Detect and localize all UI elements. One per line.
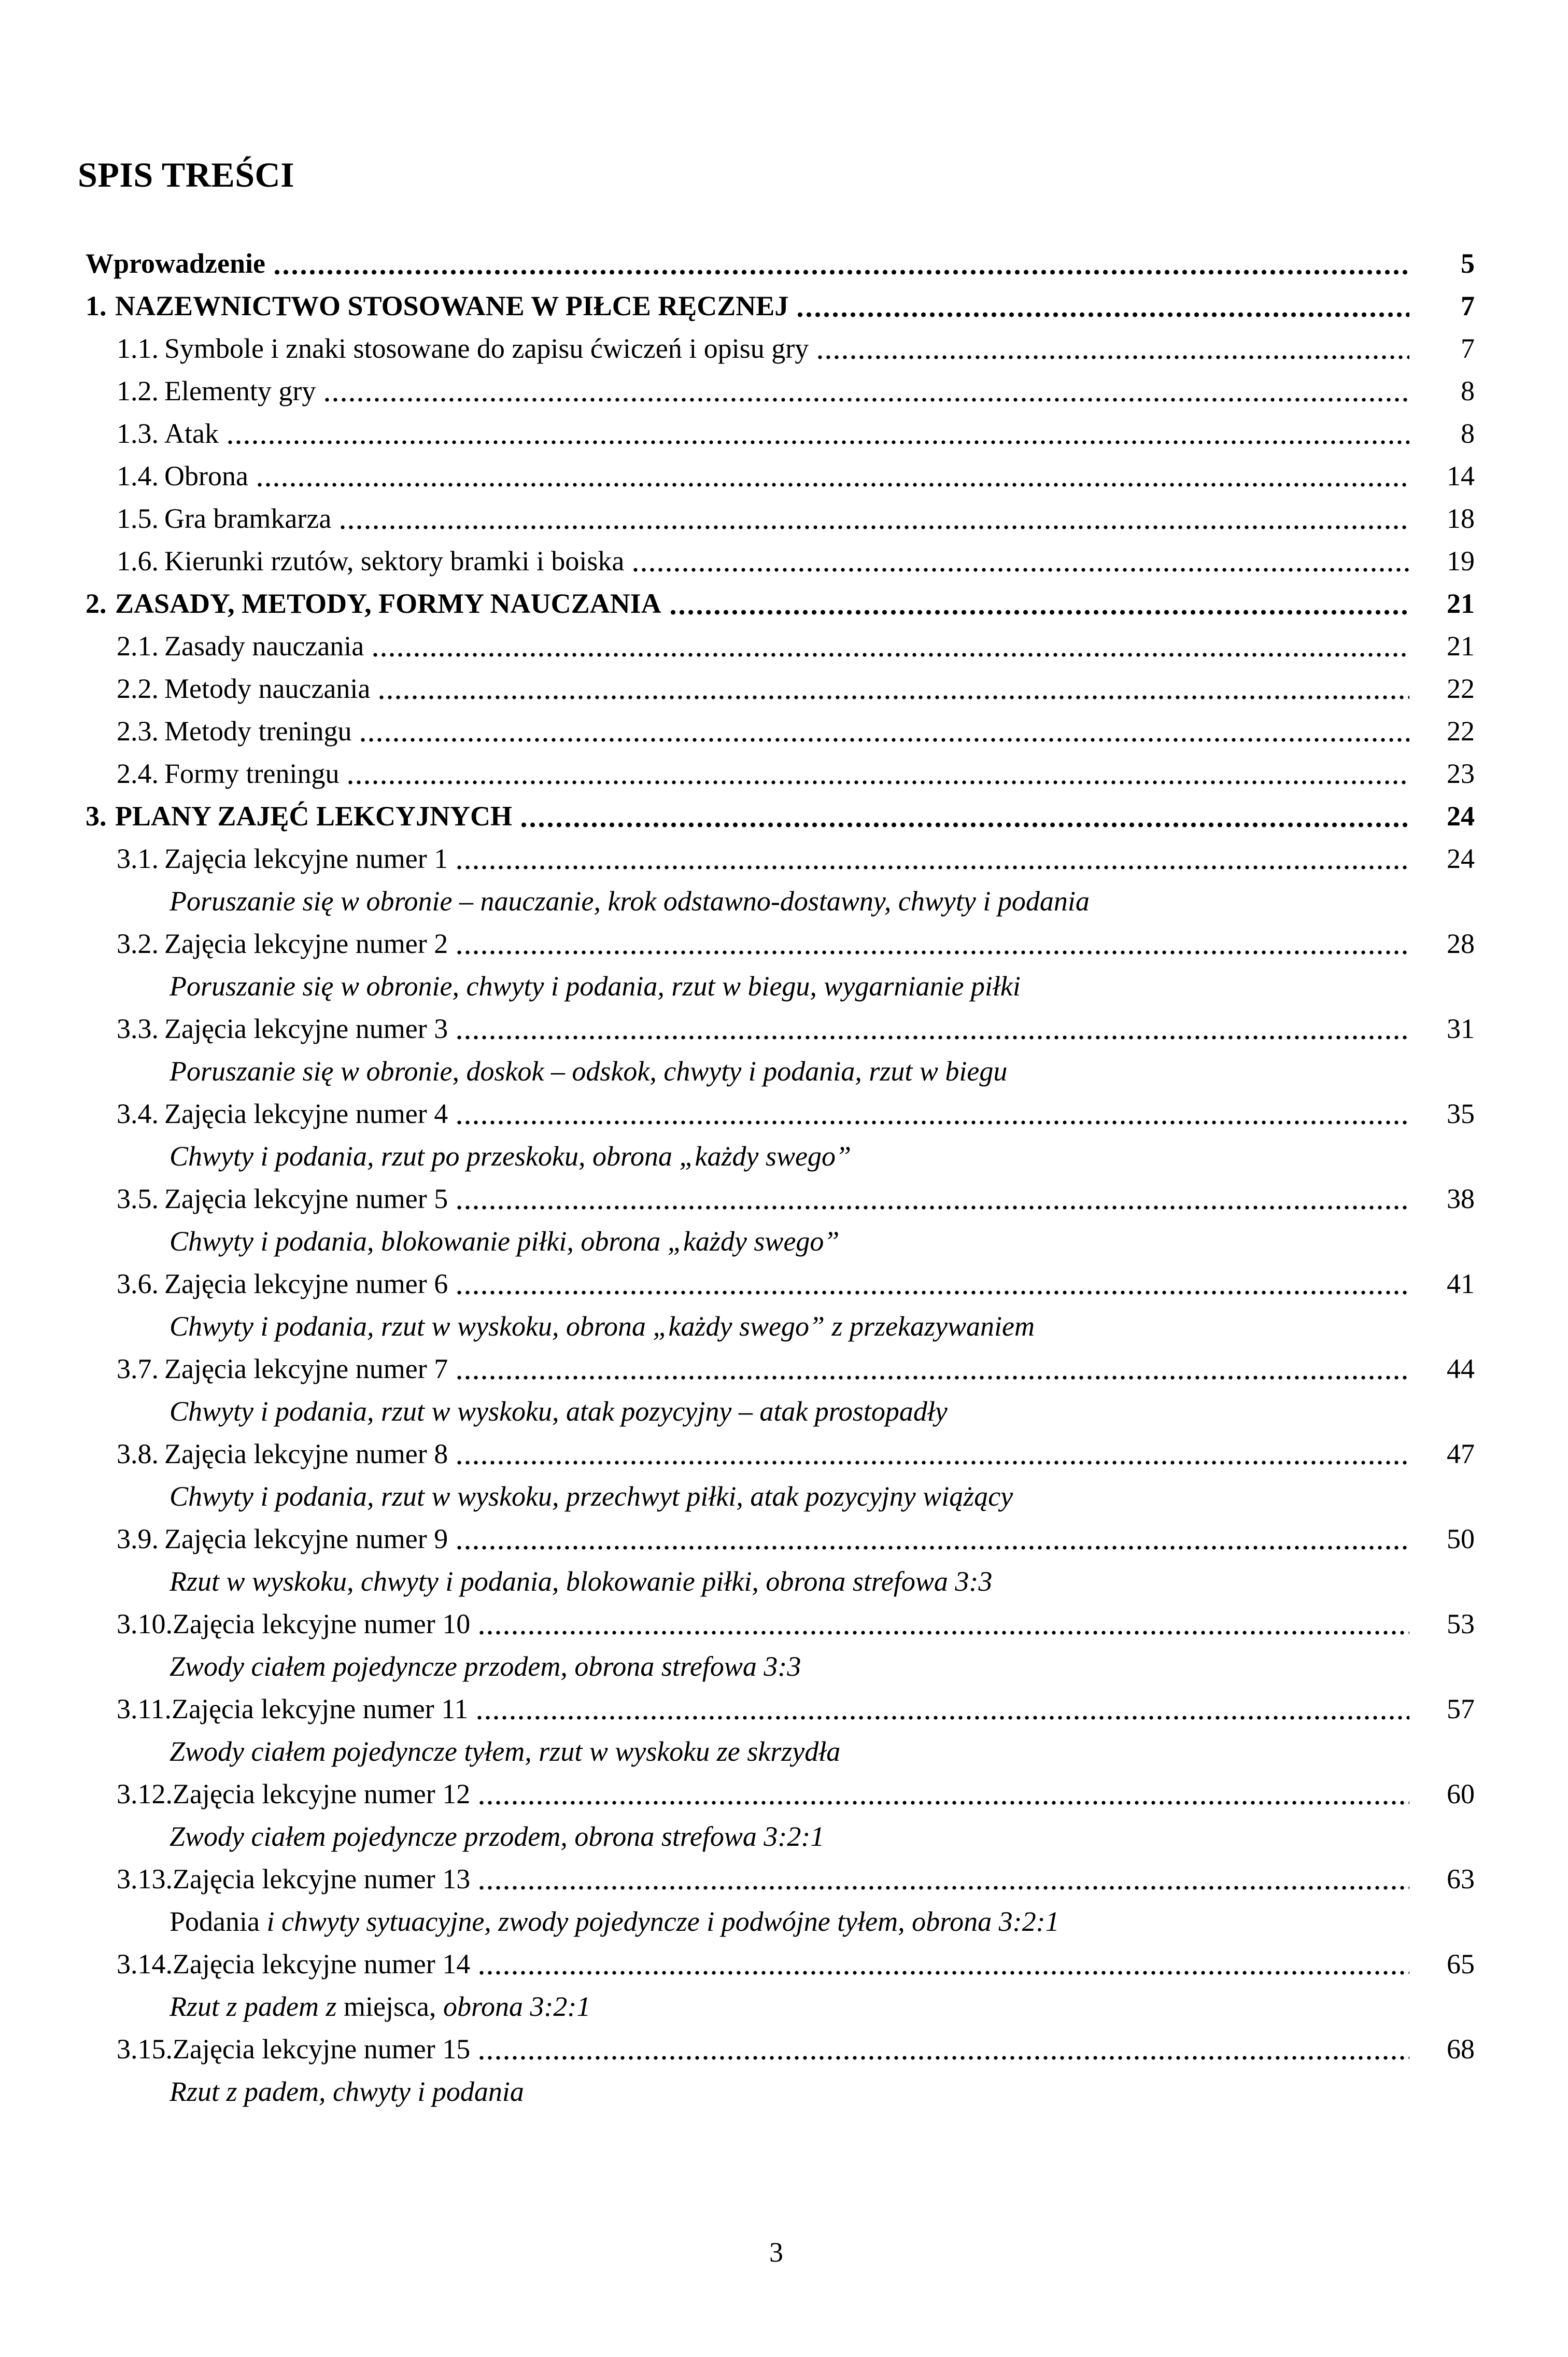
toc-entry-label: PLANY ZAJĘĆ LEKCYJNYCH	[115, 800, 513, 832]
toc-entry-label: Metody treningu	[164, 715, 352, 747]
toc-entry-number: 3.14.	[117, 1948, 173, 1980]
toc-entry-page: 7	[1461, 290, 1475, 321]
toc-entry-number: 1.5.	[117, 502, 159, 534]
dot-leader	[669, 609, 1409, 615]
toc-entry-number: 3.13.	[117, 1863, 173, 1895]
dot-leader	[455, 1034, 1409, 1041]
toc-entry	[78, 1433, 1475, 1475]
toc-entry	[78, 1007, 1475, 1050]
toc-entry-number: 2.3.	[117, 715, 159, 747]
toc-entry-subtitle-segment: Zwody ciałem pojedyncze przodem, obrona strefowa 3:2:1	[169, 1820, 825, 1852]
toc-entry-page: 18	[1447, 502, 1475, 534]
toc-entry-subtitle-segment: Rzut w wyskoku, chwyty i podania, blokowanie piłki, obrona strefowa 3:3	[169, 1565, 993, 1597]
toc-entry-subtitle-segment: Poruszanie się w obronie – nauczanie, krok odstawno-dostawny, chwyty i podania	[169, 885, 1090, 917]
toc-entry-page: 19	[1447, 545, 1475, 577]
toc-entry	[78, 412, 1475, 455]
toc-entry-label: Metody nauczania	[164, 672, 371, 704]
toc-entry-number: 3.9.	[117, 1523, 159, 1554]
toc-entry-subtitle	[78, 965, 1475, 1007]
dot-leader	[273, 269, 1409, 275]
toc-entry	[78, 752, 1475, 795]
toc-entry	[78, 1603, 1475, 1645]
dot-leader	[475, 1715, 1409, 1721]
toc-entry	[78, 1943, 1475, 1985]
toc-entry-label: Atak	[164, 417, 219, 449]
toc-entry-number: 3.	[86, 800, 107, 832]
toc-entry-number: 2.1.	[117, 630, 159, 662]
toc-entry-subtitle-segment: Rzut z padem, chwyty i podania	[169, 2075, 524, 2107]
toc-entry-page: 24	[1447, 843, 1475, 874]
toc-entry	[78, 1773, 1475, 1815]
toc-entry-page: 50	[1447, 1523, 1475, 1554]
toc-entry-label: Zajęcia lekcyjne numer 2	[164, 928, 448, 959]
toc-entry-number: 3.11.	[117, 1693, 172, 1724]
toc-entry-subtitle-segment: Zwody ciałem pojedyncze przodem, obrona strefowa 3:3	[169, 1650, 801, 1682]
toc-entry	[78, 1348, 1475, 1390]
toc-entry-page: 31	[1447, 1013, 1475, 1044]
dot-leader	[455, 1204, 1409, 1211]
toc-entry-subtitle	[78, 1050, 1475, 1092]
toc-entry-page: 41	[1447, 1268, 1475, 1299]
toc-entry-label: Zajęcia lekcyjne numer 8	[164, 1438, 448, 1469]
toc-entry-subtitle	[78, 1390, 1475, 1433]
toc-entry-label: Zajęcia lekcyjne numer 7	[164, 1353, 448, 1384]
dot-leader	[346, 779, 1409, 785]
toc-entry	[78, 2028, 1475, 2070]
toc-entry	[78, 455, 1475, 497]
toc-entry-label: Zajęcia lekcyjne numer 9	[164, 1523, 448, 1554]
toc-entry-page: 21	[1447, 587, 1475, 619]
toc-entry-number: 3.5.	[117, 1183, 159, 1214]
dot-leader	[631, 567, 1409, 573]
dot-leader	[455, 1460, 1409, 1466]
toc-entry-number: 3.6.	[117, 1268, 159, 1299]
toc-entry-label: Zajęcia lekcyjne numer 1	[164, 843, 448, 874]
toc-entry-label: ZASADY, METODY, FORMY NAUCZANIA	[115, 587, 661, 619]
page-title: SPIS TREŚCI	[78, 155, 295, 194]
toc-entry-page: 68	[1447, 2033, 1475, 2065]
toc-entry-number: 3.15.	[117, 2033, 173, 2065]
toc-entry-subtitle	[78, 1645, 1475, 1688]
toc-entry	[78, 582, 1475, 625]
dot-leader	[338, 524, 1409, 530]
toc-entry	[78, 242, 1475, 285]
dot-leader	[477, 1630, 1409, 1636]
toc-entry-number: 2.2.	[117, 672, 159, 704]
toc-entry-page: 22	[1447, 715, 1475, 747]
toc-entry	[78, 370, 1475, 412]
toc-entry-label: Elementy gry	[164, 375, 316, 406]
toc-entry-page: 5	[1461, 247, 1475, 279]
dot-leader	[477, 1885, 1409, 1891]
toc-entry	[78, 285, 1475, 327]
toc-entry-label: Zajęcia lekcyjne numer 3	[164, 1013, 448, 1044]
toc-entry-label: Zajęcia lekcyjne numer 10	[173, 1608, 471, 1639]
toc-entry-label: Symbole i znaki stosowane do zapisu ćwiczeń i opisu gry	[164, 332, 809, 364]
dot-leader	[455, 864, 1409, 871]
toc-entry-subtitle-segment: Chwyty i podania, rzut w wyskoku, przechwyt piłki, atak pozycyjny wiążący	[169, 1480, 1013, 1512]
toc-entry	[78, 1092, 1475, 1135]
toc-entry-subtitle-segment: Zwody ciałem pojedyncze tyłem, rzut w wyskoku ze skrzydła	[169, 1735, 841, 1767]
toc-entry-subtitle-segment: obrona 3:2:1	[443, 1990, 591, 2022]
toc-entry-number: 3.3.	[117, 1013, 159, 1044]
toc-entry-page: 44	[1447, 1353, 1475, 1384]
toc-entry-label: Formy treningu	[164, 757, 340, 789]
toc-entry-subtitle-segment: Chwyty i podania, rzut w wyskoku, atak pozycyjny – atak prostopadły	[169, 1395, 948, 1427]
toc-entry	[78, 922, 1475, 965]
toc-entry-number: 3.4.	[117, 1098, 159, 1129]
toc-entry-number: 3.10.	[117, 1608, 173, 1639]
toc-entry-label: Zajęcia lekcyjne numer 13	[173, 1863, 471, 1895]
toc-entry-subtitle	[78, 2070, 1475, 2113]
toc-entry-page: 38	[1447, 1183, 1475, 1214]
toc-entry-page: 21	[1447, 630, 1475, 662]
toc-entry-subtitle-segment: Chwyty i podania, rzut po przeskoku, obrona „każdy swego”	[169, 1140, 851, 1172]
toc-entry-page: 22	[1447, 672, 1475, 704]
toc-entry-subtitle-segment: Podania	[169, 1905, 267, 1937]
dot-leader	[323, 397, 1409, 403]
toc-entry	[78, 710, 1475, 752]
toc-entry	[78, 1518, 1475, 1560]
toc-entry-label: Zajęcia lekcyjne numer 4	[164, 1098, 448, 1129]
toc-entry	[78, 1262, 1475, 1305]
toc-entry-subtitle	[78, 1815, 1475, 1858]
dot-leader	[477, 1970, 1409, 1976]
toc-entry-subtitle	[78, 1560, 1475, 1603]
toc-entry-subtitle	[78, 1900, 1475, 1943]
toc-entry	[78, 1858, 1475, 1900]
toc-entry-label: Zajęcia lekcyjne numer 15	[173, 2033, 471, 2065]
toc-entry-subtitle-segment: Poruszanie się w obronie, doskok – odskok, chwyty i podania, rzut w biegu	[169, 1055, 1008, 1087]
dot-leader	[455, 1119, 1409, 1126]
toc-entry-label: Zasady nauczania	[164, 630, 364, 662]
toc-entry-subtitle	[78, 880, 1475, 922]
toc-entry-label: Zajęcia lekcyjne numer 12	[173, 1778, 471, 1809]
dot-leader	[455, 1374, 1409, 1381]
dot-leader	[377, 694, 1409, 700]
dot-leader	[455, 1289, 1409, 1296]
toc-entry-page: 65	[1447, 1948, 1475, 1980]
toc-entry-label: Gra bramkarza	[164, 502, 332, 534]
toc-entry-number: 3.12.	[117, 1778, 173, 1809]
toc-entry-subtitle	[78, 1135, 1475, 1177]
toc-entry-page: 7	[1461, 332, 1475, 364]
dot-leader	[477, 2055, 1409, 2061]
toc-entry-number: 1.2.	[117, 375, 159, 406]
toc-entry	[78, 1688, 1475, 1730]
toc-entry-page: 8	[1461, 375, 1475, 406]
toc-entry-page: 57	[1447, 1693, 1475, 1724]
toc-entry-page: 47	[1447, 1438, 1475, 1469]
toc-entry-label: Zajęcia lekcyjne numer 14	[173, 1948, 471, 1980]
toc-entry	[78, 1177, 1475, 1220]
toc-entry-page: 28	[1447, 928, 1475, 959]
dot-leader	[371, 652, 1409, 658]
toc-entry-number: 1.	[86, 290, 107, 321]
toc-entry	[78, 497, 1475, 540]
toc-entry-subtitle	[78, 1305, 1475, 1348]
toc-entry-label: Obrona	[164, 460, 248, 492]
dot-leader	[796, 312, 1409, 318]
toc-entry-subtitle-segment: Poruszanie się w obronie, chwyty i podania, rzut w biegu, wygarnianie piłki	[169, 970, 1021, 1002]
toc-entry-subtitle-segment: miejsca,	[344, 1990, 443, 2022]
toc-entry-number: 1.3.	[117, 417, 159, 449]
page-number: 3	[769, 2236, 783, 2268]
toc-entry-page: 63	[1447, 1863, 1475, 1895]
toc-entry-label: NAZEWNICTWO STOSOWANE W PIŁCE RĘCZNEJ	[115, 290, 789, 321]
toc-entry-page: 60	[1447, 1778, 1475, 1809]
dot-leader	[519, 822, 1409, 828]
toc-entry-number: 3.1.	[117, 843, 159, 874]
dot-leader	[477, 1800, 1409, 1806]
toc-entry-number: 3.8.	[117, 1438, 159, 1469]
toc-entry-label: Zajęcia lekcyjne numer 5	[164, 1183, 448, 1214]
toc-entry-number: 3.2.	[117, 928, 159, 959]
toc-entry-page: 35	[1447, 1098, 1475, 1129]
toc-entry-number: 2.	[86, 587, 107, 619]
dot-leader	[256, 482, 1409, 488]
toc-entry	[78, 837, 1475, 880]
dot-leader	[226, 439, 1409, 445]
toc-entry-subtitle-segment: i chwyty sytuacyjne, zwody pojedyncze i podwójne tyłem, obrona 3:2:1	[266, 1905, 1060, 1937]
dot-leader	[359, 737, 1409, 743]
toc-entry-number: 3.7.	[117, 1353, 159, 1384]
toc-entry-subtitle-segment: Rzut z padem z	[169, 1990, 344, 2022]
dot-leader	[455, 1545, 1409, 1551]
toc-entry	[78, 667, 1475, 710]
toc-entry-number: 1.4.	[117, 460, 159, 492]
toc-entry-subtitle-segment: Chwyty i podania, blokowanie piłki, obrona „każdy swego”	[169, 1225, 840, 1257]
toc-entry-page: 24	[1447, 800, 1475, 832]
toc-entry-number: 1.6.	[117, 545, 159, 577]
toc-entry-subtitle	[78, 1730, 1475, 1773]
toc-entry-number: 2.4.	[117, 757, 159, 789]
toc-entry-subtitle	[78, 1475, 1475, 1518]
toc-entry-subtitle-segment: Chwyty i podania, rzut w wyskoku, obrona „każdy swego” z przekazywaniem	[169, 1310, 1035, 1342]
toc-entry-subtitle	[78, 1220, 1475, 1262]
toc-entry-page: 53	[1447, 1608, 1475, 1639]
toc-entry-label: Zajęcia lekcyjne numer 6	[164, 1268, 448, 1299]
toc-entry	[78, 795, 1475, 837]
toc-entry	[78, 540, 1475, 582]
toc-entry-label: Kierunki rzutów, sektory bramki i boiska	[164, 545, 625, 577]
toc-entry	[78, 327, 1475, 370]
toc-entry-subtitle	[78, 1985, 1475, 2028]
toc-entry-label: Wprowadzenie	[86, 247, 265, 279]
toc-entry	[78, 625, 1475, 667]
toc-entry-label: Zajęcia lekcyjne numer 11	[172, 1693, 469, 1724]
toc-entry-page: 23	[1447, 757, 1475, 789]
toc-entry-page: 8	[1461, 417, 1475, 449]
dot-leader	[455, 949, 1409, 956]
dot-leader	[816, 354, 1409, 360]
toc-entry-number: 1.1.	[117, 332, 159, 364]
toc-list	[78, 242, 1475, 2113]
toc-entry-page: 14	[1447, 460, 1475, 492]
